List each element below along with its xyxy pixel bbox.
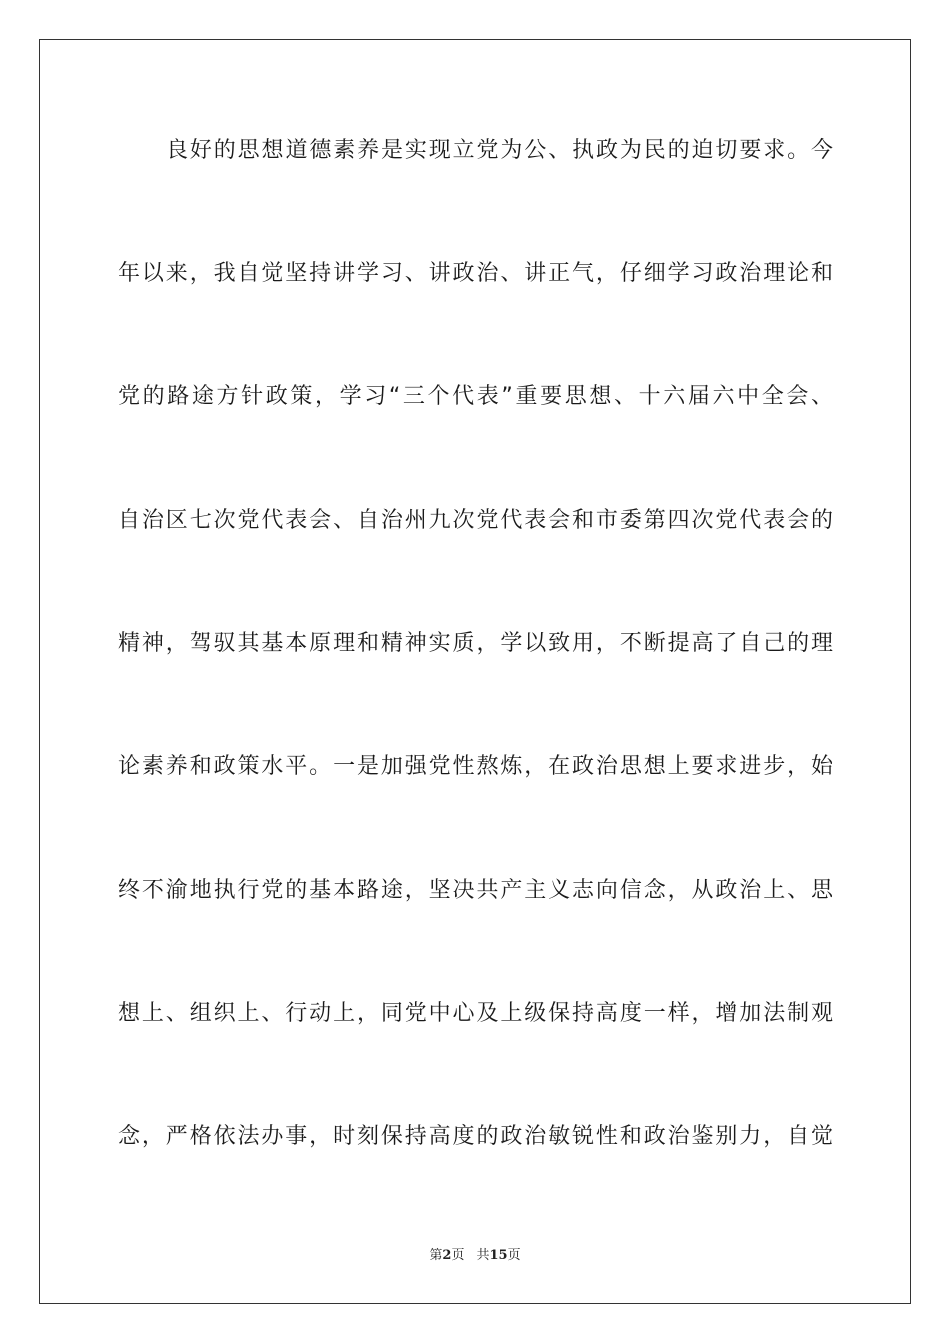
paragraph-line: 精神，驾驭其基本原理和精神实质，学以致用，不断提高了自己的理 bbox=[118, 631, 834, 656]
paragraph-line: 良好的思想道德素养是实现立党为公、执政为民的迫切要求。今 bbox=[166, 138, 834, 163]
page-number: 2 bbox=[442, 1248, 452, 1263]
total-suffix: 页 bbox=[507, 1248, 521, 1263]
total-pages: 15 bbox=[489, 1248, 508, 1263]
paragraph-line: 想上、组织上、行动上，同党中心及上级保持高度一样，增加法制观 bbox=[118, 1001, 834, 1026]
page-suffix: 页 bbox=[451, 1248, 465, 1263]
paragraph-line: 念，严格依法办事，时刻保持高度的政治敏锐性和政治鉴别力，自觉 bbox=[118, 1124, 834, 1149]
page-footer bbox=[0, 1247, 950, 1265]
paragraph-line: 年以来，我自觉坚持讲学习、讲政治、讲正气，仔细学习政治理论和 bbox=[118, 261, 834, 286]
paragraph-line: 党的路途方针政策，学习“三个代表”重要思想、十六届六中全会、 bbox=[118, 384, 834, 409]
paragraph-line: 自治区七次党代表会、自治州九次党代表会和市委第四次党代表会的 bbox=[118, 508, 834, 533]
page-prefix: 第 bbox=[429, 1248, 443, 1263]
total-prefix: 共 bbox=[476, 1248, 490, 1263]
page-border bbox=[39, 39, 911, 1304]
paragraph-line: 论素养和政策水平。一是加强党性熬炼，在政治思想上要求进步，始 bbox=[118, 754, 834, 779]
paragraph-line: 终不渝地执行党的基本路途，坚决共产主义志向信念，从政治上、思 bbox=[118, 878, 834, 903]
